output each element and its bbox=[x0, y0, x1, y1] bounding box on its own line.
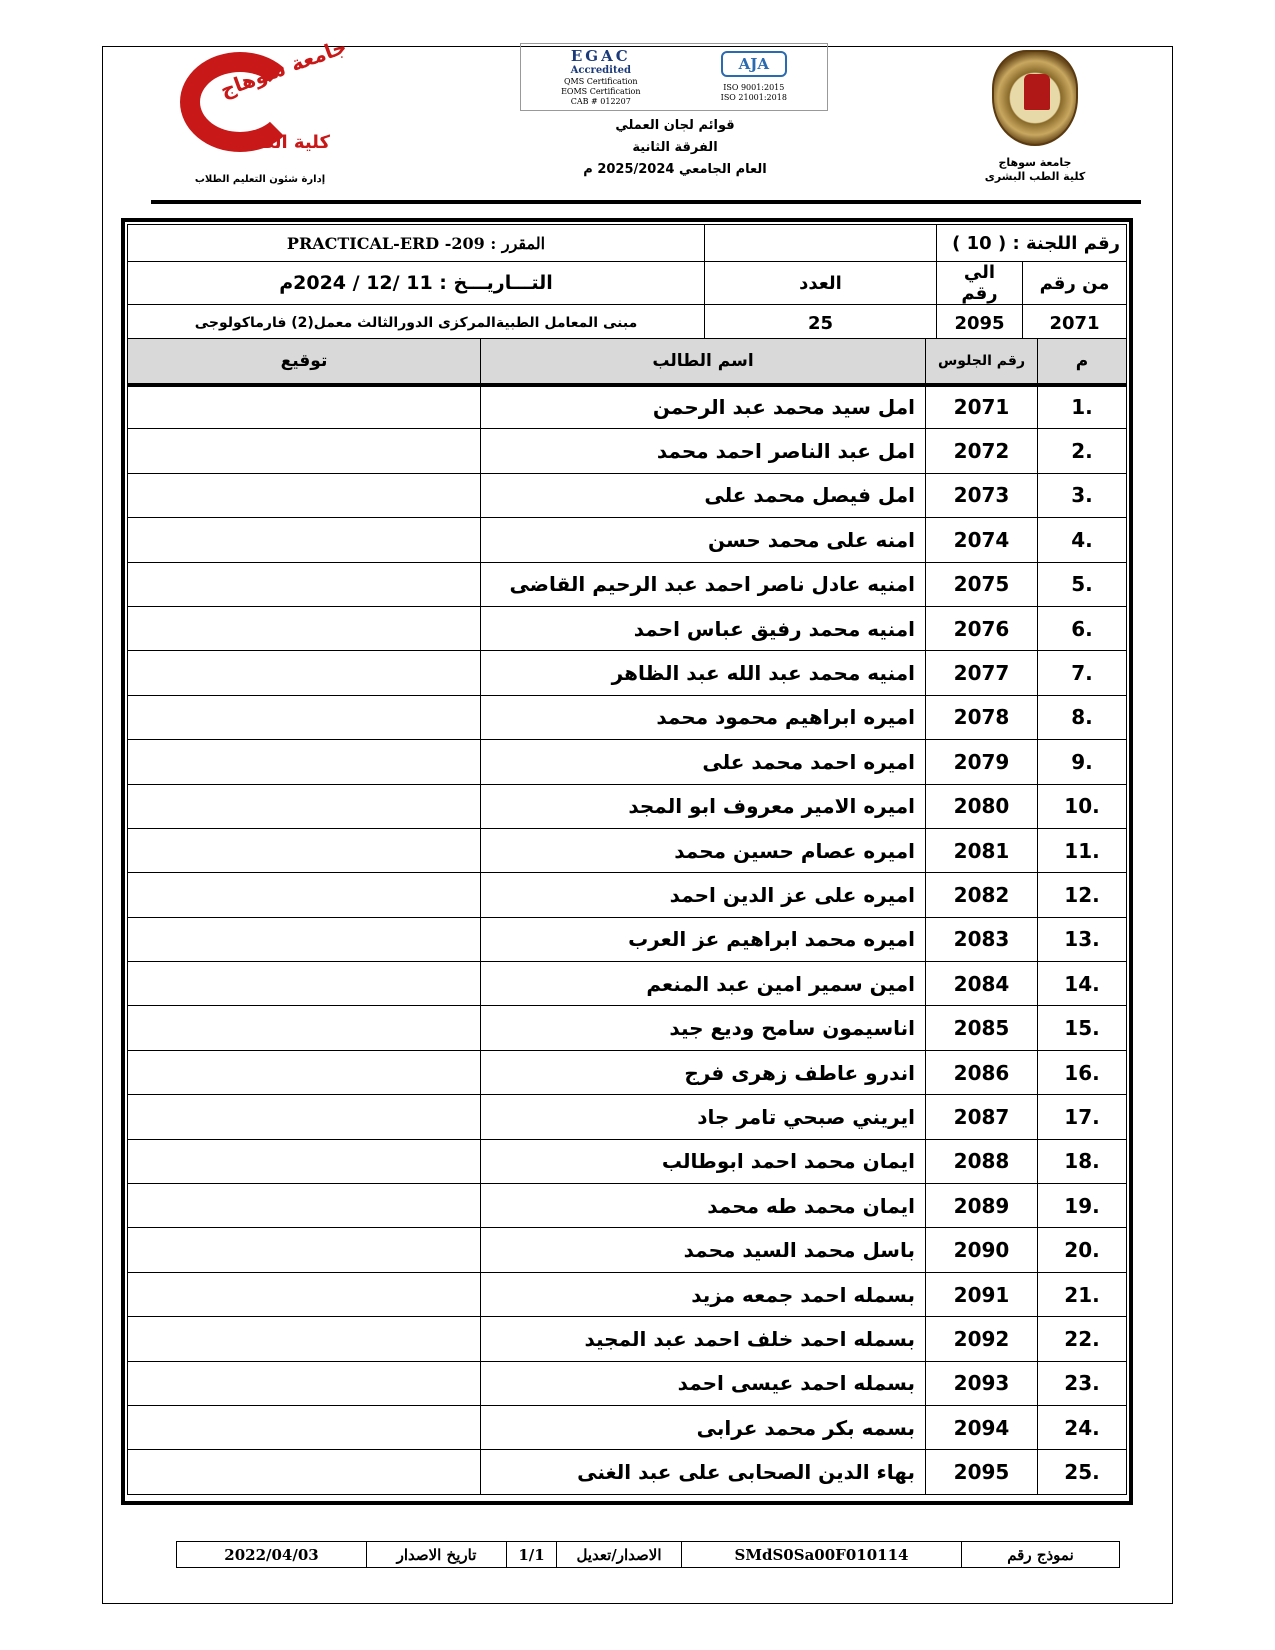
signature-cell[interactable] bbox=[128, 562, 481, 606]
course-name: المقرر : 209- PRACTICAL-ERD bbox=[128, 225, 705, 262]
row-index: 6. bbox=[1038, 606, 1127, 650]
student-name: اميره عصام حسين محمد bbox=[481, 828, 926, 872]
seat-number: 2075 bbox=[926, 562, 1038, 606]
seat-number: 2092 bbox=[926, 1317, 1038, 1361]
seat-number: 2074 bbox=[926, 518, 1038, 562]
row-index: 22. bbox=[1038, 1317, 1127, 1361]
signature-cell[interactable] bbox=[128, 1361, 481, 1405]
seat-number: 2084 bbox=[926, 962, 1038, 1006]
seat-number: 2085 bbox=[926, 1006, 1038, 1050]
col-header-seat: رقم الجلوس bbox=[926, 339, 1038, 385]
row-index: 7. bbox=[1038, 651, 1127, 695]
row-index: 9. bbox=[1038, 740, 1127, 784]
student-name: بسمه بكر محمد عرابى bbox=[481, 1405, 926, 1449]
student-name: امل سيد محمد عبد الرحمن bbox=[481, 385, 926, 429]
row-index: 2. bbox=[1038, 429, 1127, 473]
table-row bbox=[128, 1361, 1127, 1405]
university-seal-logo bbox=[992, 50, 1078, 146]
table-row bbox=[128, 695, 1127, 739]
table-row bbox=[128, 429, 1127, 473]
table-row bbox=[128, 1050, 1127, 1094]
title-line-1: قوائم لجان العملي bbox=[615, 118, 735, 133]
seat-number: 2087 bbox=[926, 1095, 1038, 1139]
university-name: جامعة سوهاج bbox=[998, 156, 1072, 169]
seat-number: 2078 bbox=[926, 695, 1038, 739]
table-row bbox=[128, 1228, 1127, 1272]
student-name: اناسيمون سامح وديع جيد bbox=[481, 1006, 926, 1050]
table-row bbox=[128, 385, 1127, 429]
row-index: 1. bbox=[1038, 385, 1127, 429]
table-row bbox=[128, 651, 1127, 695]
row-index: 21. bbox=[1038, 1272, 1127, 1316]
seat-number: 2076 bbox=[926, 606, 1038, 650]
student-name: امنيه محمد عبد الله عبد الظاهر bbox=[481, 651, 926, 695]
row-index: 20. bbox=[1038, 1228, 1127, 1272]
student-count: 25 bbox=[705, 305, 937, 342]
col-header-index: م bbox=[1038, 339, 1127, 385]
signature-cell[interactable] bbox=[128, 740, 481, 784]
table-row bbox=[128, 917, 1127, 961]
signature-cell[interactable] bbox=[128, 1139, 481, 1183]
signature-cell[interactable] bbox=[128, 828, 481, 872]
row-index: 5. bbox=[1038, 562, 1127, 606]
row-index: 16. bbox=[1038, 1050, 1127, 1094]
student-name: بسمله احمد عيسى احمد bbox=[481, 1361, 926, 1405]
table-row bbox=[128, 1317, 1127, 1361]
seat-number: 2088 bbox=[926, 1139, 1038, 1183]
student-name: ايريني صبحي تامر جاد bbox=[481, 1095, 926, 1139]
student-name: امنيه عادل ناصر احمد عبد الرحيم القاضى bbox=[481, 562, 926, 606]
seat-number: 2093 bbox=[926, 1361, 1038, 1405]
students-table bbox=[127, 338, 1127, 1495]
signature-cell[interactable] bbox=[128, 784, 481, 828]
seat-number: 2094 bbox=[926, 1405, 1038, 1449]
student-name: اميره الامير معروف ابو المجد bbox=[481, 784, 926, 828]
row-index: 25. bbox=[1038, 1450, 1127, 1494]
seat-number: 2080 bbox=[926, 784, 1038, 828]
seat-number: 2090 bbox=[926, 1228, 1038, 1272]
form-footer bbox=[176, 1541, 1120, 1568]
row-index: 11. bbox=[1038, 828, 1127, 872]
table-row bbox=[128, 1095, 1127, 1139]
header-divider bbox=[151, 200, 1141, 204]
signature-cell[interactable] bbox=[128, 1272, 481, 1316]
count-label: العدد bbox=[705, 262, 937, 305]
student-name: امل فيصل محمد على bbox=[481, 473, 926, 517]
row-index: 12. bbox=[1038, 873, 1127, 917]
certification-logos bbox=[520, 43, 828, 111]
table-row bbox=[128, 1272, 1127, 1316]
faculty-name: كلية الطب البشرى bbox=[984, 170, 1086, 183]
student-name: ايمان محمد طه محمد bbox=[481, 1184, 926, 1228]
student-name: اندرو عاطف زهرى فرج bbox=[481, 1050, 926, 1094]
row-index: 17. bbox=[1038, 1095, 1127, 1139]
table-row bbox=[128, 562, 1127, 606]
table-row bbox=[128, 1450, 1127, 1494]
row-index: 3. bbox=[1038, 473, 1127, 517]
committee-info-table bbox=[127, 224, 1127, 342]
seat-number: 2091 bbox=[926, 1272, 1038, 1316]
student-name: اميره على عز الدين احمد bbox=[481, 873, 926, 917]
table-row bbox=[128, 962, 1127, 1006]
row-index: 14. bbox=[1038, 962, 1127, 1006]
row-index: 23. bbox=[1038, 1361, 1127, 1405]
col-header-name: اسم الطالب bbox=[481, 339, 926, 385]
student-name: اميره احمد محمد على bbox=[481, 740, 926, 784]
title-line-3: العام الجامعي 2025/2024 م bbox=[583, 162, 767, 177]
table-row bbox=[128, 1405, 1127, 1449]
signature-cell[interactable] bbox=[128, 429, 481, 473]
revision-label: الاصدار/تعديل bbox=[557, 1542, 682, 1568]
student-name: بسمله احمد خلف احمد عبد المجيد bbox=[481, 1317, 926, 1361]
seat-number: 2072 bbox=[926, 429, 1038, 473]
signature-cell[interactable] bbox=[128, 1228, 481, 1272]
seat-number: 2077 bbox=[926, 651, 1038, 695]
signature-cell[interactable] bbox=[128, 1405, 481, 1449]
exam-date: التـــاريـــخ : 11 /12 / 2024م bbox=[128, 262, 705, 305]
issue-date: 2022/04/03 bbox=[177, 1542, 367, 1568]
signature-cell[interactable] bbox=[128, 1450, 481, 1494]
table-row bbox=[128, 473, 1127, 517]
seat-number: 2083 bbox=[926, 917, 1038, 961]
signature-cell[interactable] bbox=[128, 1095, 481, 1139]
signature-cell[interactable] bbox=[128, 518, 481, 562]
exam-location: مبنى المعامل الطبيةالمركزى الدورالثالث معمل(2) فارماكولوجى bbox=[128, 305, 705, 342]
form-number: SMdS0Sa00F010114 bbox=[682, 1542, 962, 1568]
row-index: 15. bbox=[1038, 1006, 1127, 1050]
department-name: إدارة شئون التعليم الطلاب bbox=[194, 174, 326, 185]
signature-cell[interactable] bbox=[128, 1050, 481, 1094]
row-index: 4. bbox=[1038, 518, 1127, 562]
signature-cell[interactable] bbox=[128, 606, 481, 650]
signature-cell[interactable] bbox=[128, 695, 481, 739]
table-row bbox=[128, 518, 1127, 562]
title-block bbox=[520, 43, 830, 181]
row-index: 8. bbox=[1038, 695, 1127, 739]
student-name: بسمله احمد جمعه مزيد bbox=[481, 1272, 926, 1316]
revision: 1/1 bbox=[507, 1542, 557, 1568]
signature-cell[interactable] bbox=[128, 873, 481, 917]
student-name: امل عبد الناصر احمد محمد bbox=[481, 429, 926, 473]
row-index: 10. bbox=[1038, 784, 1127, 828]
seat-number: 2071 bbox=[926, 385, 1038, 429]
student-name: امين سمير امين عبد المنعم bbox=[481, 962, 926, 1006]
signature-cell[interactable] bbox=[128, 1006, 481, 1050]
student-name: امنه على محمد حسن bbox=[481, 518, 926, 562]
to-number: 2095 bbox=[937, 305, 1023, 342]
from-number: 2071 bbox=[1023, 305, 1127, 342]
seat-number: 2082 bbox=[926, 873, 1038, 917]
student-name: اميره ابراهيم محمود محمد bbox=[481, 695, 926, 739]
signature-cell[interactable] bbox=[128, 473, 481, 517]
table-row bbox=[128, 828, 1127, 872]
signature-cell[interactable] bbox=[128, 385, 481, 429]
title-line-2: الفرقة الثانية bbox=[632, 140, 718, 155]
row-index: 13. bbox=[1038, 917, 1127, 961]
table-row bbox=[128, 873, 1127, 917]
table-row bbox=[128, 1184, 1127, 1228]
table-row bbox=[128, 740, 1127, 784]
seat-number: 2079 bbox=[926, 740, 1038, 784]
col-header-signature: توقيع bbox=[128, 339, 481, 385]
student-name: اميره محمد ابراهيم عز العرب bbox=[481, 917, 926, 961]
seat-number: 2081 bbox=[926, 828, 1038, 872]
table-row bbox=[128, 606, 1127, 650]
signature-cell[interactable] bbox=[128, 1184, 481, 1228]
row-index: 24. bbox=[1038, 1405, 1127, 1449]
committee-number: رقم اللجنة : ( 10 ) bbox=[937, 225, 1127, 262]
signature-cell[interactable] bbox=[128, 962, 481, 1006]
university-block bbox=[965, 50, 1105, 184]
seat-number: 2073 bbox=[926, 473, 1038, 517]
signature-cell[interactable] bbox=[128, 651, 481, 695]
issue-date-label: تاريخ الاصدار bbox=[367, 1542, 507, 1568]
egac-logo: EGAC Accredited QMS Certification EOMS Certification CAB # 012207 bbox=[561, 47, 641, 106]
student-name: ايمان محمد احمد ابوطالب bbox=[481, 1139, 926, 1183]
table-row bbox=[128, 784, 1127, 828]
student-name: امنيه محمد رفيق عباس احمد bbox=[481, 606, 926, 650]
to-label: الي رقم bbox=[937, 262, 1023, 305]
table-row bbox=[128, 1139, 1127, 1183]
signature-cell[interactable] bbox=[128, 917, 481, 961]
faculty-logo: جامعة سوهاج كلية الطب bbox=[170, 52, 350, 152]
seat-number: 2086 bbox=[926, 1050, 1038, 1094]
seat-number: 2095 bbox=[926, 1450, 1038, 1494]
student-name: بهاء الدين الصحابى على عبد الغنى bbox=[481, 1450, 926, 1494]
table-row bbox=[128, 1006, 1127, 1050]
seat-number: 2089 bbox=[926, 1184, 1038, 1228]
aja-logo: AJA ISO 9001:2015 ISO 21001:2018 bbox=[721, 51, 787, 103]
row-index: 18. bbox=[1038, 1139, 1127, 1183]
student-name: باسل محمد السيد محمد bbox=[481, 1228, 926, 1272]
signature-cell[interactable] bbox=[128, 1317, 481, 1361]
row-index: 19. bbox=[1038, 1184, 1127, 1228]
from-label: من رقم bbox=[1023, 262, 1127, 305]
form-number-label: نموذج رقم bbox=[962, 1542, 1120, 1568]
faculty-logo-block bbox=[160, 34, 360, 185]
